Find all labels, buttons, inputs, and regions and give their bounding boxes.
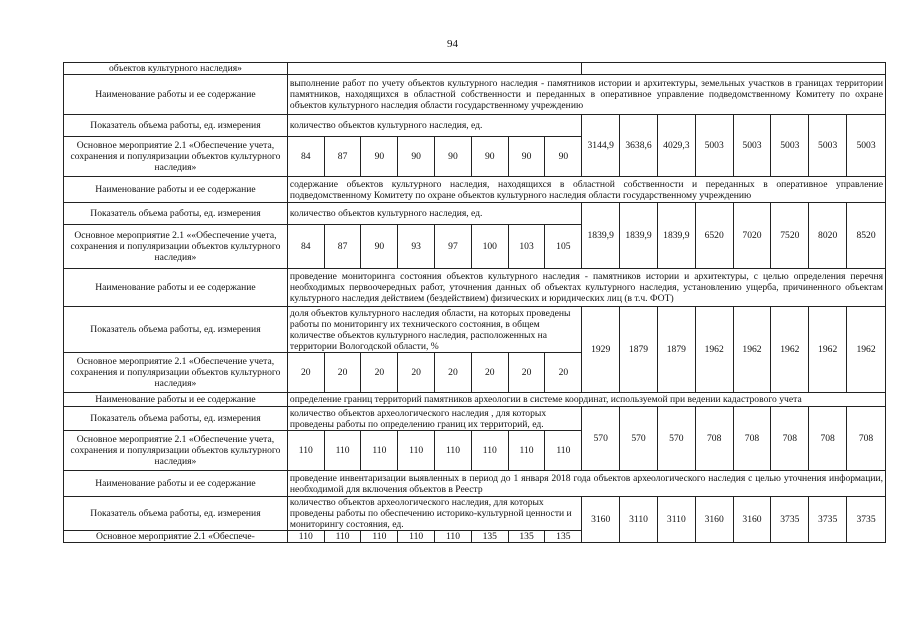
indicator-text: количество объектов культурного наследия, ед. bbox=[287, 115, 581, 137]
count-cell: 20 bbox=[545, 353, 582, 393]
count-cell: 20 bbox=[287, 353, 324, 393]
count-cell: 110 bbox=[361, 431, 398, 471]
table-row bbox=[64, 269, 886, 307]
money-cell: 3160 bbox=[695, 497, 733, 543]
money-cell: 708 bbox=[809, 407, 847, 471]
work-description: содержание объектов культурного наследия, находящихся в областной собственности и переданных в оперативное управление подведомственному Комитету по охране объектов культурного наследия области государственному учреждению bbox=[287, 177, 885, 203]
money-cell: 4029,3 bbox=[657, 115, 695, 177]
table-row bbox=[64, 393, 886, 407]
money-cell: 708 bbox=[771, 407, 809, 471]
count-cell: 84 bbox=[287, 225, 324, 269]
count-cell: 135 bbox=[471, 531, 508, 543]
count-cell: 110 bbox=[398, 531, 435, 543]
count-cell: 20 bbox=[398, 353, 435, 393]
money-cell: 570 bbox=[657, 407, 695, 471]
count-cell: 110 bbox=[435, 531, 472, 543]
table-row bbox=[64, 177, 886, 203]
count-cell: 20 bbox=[361, 353, 398, 393]
event-label: Основное мероприятие 2.1 «Обеспечение учета, сохранения и популяризации объектов культурного наследия» bbox=[64, 431, 288, 471]
table-row bbox=[64, 115, 886, 137]
money-cell: 1962 bbox=[695, 307, 733, 393]
event-label: Основное мероприятие 2.1 «Обеспечение учета, сохранения и популяризации объектов культурного наследия» bbox=[64, 137, 288, 177]
work-name-label: Наименование работы и ее содержание bbox=[64, 393, 288, 407]
count-cell: 110 bbox=[435, 431, 472, 471]
count-cell: 20 bbox=[435, 353, 472, 393]
count-cell: 110 bbox=[508, 431, 545, 471]
money-cell: 5003 bbox=[809, 115, 847, 177]
money-cell: 3638,6 bbox=[620, 115, 658, 177]
table-row bbox=[64, 307, 886, 353]
work-description: определение границ территорий памятников археологии в системе координат, используемой при ведении кадастрового учета bbox=[287, 393, 885, 407]
count-cell: 135 bbox=[508, 531, 545, 543]
indicator-text: доля объектов культурного наследия области, на которых проведены работы по мониторингу их технического состояния, в общем количестве объектов культурного наследия, расположенных на территории Вологодской области, % bbox=[287, 307, 581, 353]
count-cell: 90 bbox=[545, 137, 582, 177]
money-cell: 1929 bbox=[582, 307, 620, 393]
indicator-label: Показатель объема работы, ед. измерения bbox=[64, 497, 288, 531]
money-cell: 1962 bbox=[809, 307, 847, 393]
count-cell: 110 bbox=[361, 531, 398, 543]
count-cell: 93 bbox=[398, 225, 435, 269]
money-cell: 3160 bbox=[582, 497, 620, 543]
work-name-label: Наименование работы и ее содержание bbox=[64, 75, 288, 115]
indicator-label: Показатель объема работы, ед. измерения bbox=[64, 115, 288, 137]
count-cell: 90 bbox=[361, 137, 398, 177]
count-cell: 110 bbox=[287, 431, 324, 471]
table-row bbox=[64, 203, 886, 225]
table-row bbox=[64, 497, 886, 531]
money-cell: 708 bbox=[695, 407, 733, 471]
count-cell: 20 bbox=[324, 353, 361, 393]
indicator-label: Показатель объема работы, ед. измерения bbox=[64, 307, 288, 353]
work-description: проведение инвентаризации выявленных в период до 1 января 2018 года объектов археологического наследия с целью уточнения информации, необходимой для включения объектов в Реестр bbox=[287, 471, 885, 497]
money-cell: 570 bbox=[620, 407, 658, 471]
indicator-text: количество объектов археологического наследия , для которых проведены работы по определению границ их территорий, ед. bbox=[287, 407, 581, 431]
indicator-label: Показатель объема работы, ед. измерения bbox=[64, 203, 288, 225]
event-label: Основное мероприятие 2.1 «Обеспечение учета, сохранения и популяризации объектов культурного наследия» bbox=[64, 353, 288, 393]
count-cell: 90 bbox=[471, 137, 508, 177]
count-cell: 105 bbox=[545, 225, 582, 269]
work-name-label: Наименование работы и ее содержание bbox=[64, 471, 288, 497]
count-cell: 97 bbox=[435, 225, 472, 269]
money-cell: 5003 bbox=[695, 115, 733, 177]
money-cell: 1839,9 bbox=[657, 203, 695, 269]
money-cell: 3110 bbox=[657, 497, 695, 543]
table-row bbox=[64, 63, 886, 75]
count-cell: 90 bbox=[398, 137, 435, 177]
money-cell: 3735 bbox=[847, 497, 886, 543]
money-cell: 570 bbox=[582, 407, 620, 471]
program-table bbox=[63, 62, 886, 543]
money-cell: 1962 bbox=[771, 307, 809, 393]
event-label-continued: объектов культурного наследия» bbox=[64, 63, 288, 75]
count-cell: 87 bbox=[324, 137, 361, 177]
count-cell: 110 bbox=[471, 431, 508, 471]
work-name-label: Наименование работы и ее содержание bbox=[64, 177, 288, 203]
count-cell: 20 bbox=[508, 353, 545, 393]
money-cell: 1879 bbox=[620, 307, 658, 393]
indicator-label: Показатель объема работы, ед. измерения bbox=[64, 407, 288, 431]
money-cell: 3110 bbox=[620, 497, 658, 543]
work-name-label: Наименование работы и ее содержание bbox=[64, 269, 288, 307]
money-cell: 5003 bbox=[771, 115, 809, 177]
event-label: Основное мероприятие 2.1 ««Обеспечение учета, сохранения и популяризации объектов культурного наследия» bbox=[64, 225, 288, 269]
money-cell: 1879 bbox=[657, 307, 695, 393]
count-cell: 110 bbox=[398, 431, 435, 471]
count-cell: 110 bbox=[324, 531, 361, 543]
money-cell: 3735 bbox=[809, 497, 847, 543]
count-cell: 110 bbox=[545, 431, 582, 471]
money-cell: 5003 bbox=[733, 115, 771, 177]
count-cell: 135 bbox=[545, 531, 582, 543]
money-cell: 3735 bbox=[771, 497, 809, 543]
count-cell: 110 bbox=[324, 431, 361, 471]
money-cell: 708 bbox=[733, 407, 771, 471]
count-cell: 100 bbox=[471, 225, 508, 269]
count-cell: 87 bbox=[324, 225, 361, 269]
money-cell: 6520 bbox=[695, 203, 733, 269]
count-cell: 20 bbox=[471, 353, 508, 393]
money-cell: 8020 bbox=[809, 203, 847, 269]
count-cell: 84 bbox=[287, 137, 324, 177]
money-cell: 1839,9 bbox=[620, 203, 658, 269]
count-cell: 90 bbox=[435, 137, 472, 177]
money-cell: 708 bbox=[847, 407, 886, 471]
work-description: выполнение работ по учету объектов культурного наследия - памятников истории и архитектуры, земельных участков в границах территории памятников, находящихся в областной собственности и переданных в оперативное управление подведомственному Комитету по охране объектов культурного наследия области государственному учреждению bbox=[287, 75, 885, 115]
money-cell: 1839,9 bbox=[582, 203, 620, 269]
table-row bbox=[64, 471, 886, 497]
money-cell: 7520 bbox=[771, 203, 809, 269]
count-cell: 90 bbox=[508, 137, 545, 177]
money-cell: 7020 bbox=[733, 203, 771, 269]
money-cell: 5003 bbox=[847, 115, 886, 177]
work-description: проведение мониторинга состояния объектов культурного наследия - памятников истории и архитектуры, с целью определения перечня необходимых первоочередных работ, уточнения данных об объектах культурного наследия, установлению ущерба, причиненного объектам культурного наследия действием (бездействием) физических и юридических лиц (в т.ч. ФОТ) bbox=[287, 269, 885, 307]
count-cell: 103 bbox=[508, 225, 545, 269]
table-row bbox=[64, 407, 886, 431]
money-cell: 3144,9 bbox=[582, 115, 620, 177]
count-cell: 110 bbox=[287, 531, 324, 543]
indicator-text: количество объектов культурного наследия, ед. bbox=[287, 203, 581, 225]
money-cell: 1962 bbox=[847, 307, 886, 393]
count-cell: 90 bbox=[361, 225, 398, 269]
money-cell: 3160 bbox=[733, 497, 771, 543]
money-cell: 8520 bbox=[847, 203, 886, 269]
table-row bbox=[64, 75, 886, 115]
event-label: Основное мероприятие 2.1 «Обеспече- bbox=[64, 531, 288, 543]
money-cell: 1962 bbox=[733, 307, 771, 393]
indicator-text: количество объектов археологического наследия, для которых проведены работы по обеспечению историко-культурной ценности и мониторингу состояния, ед. bbox=[287, 497, 581, 531]
page-number: 94 bbox=[447, 38, 458, 50]
